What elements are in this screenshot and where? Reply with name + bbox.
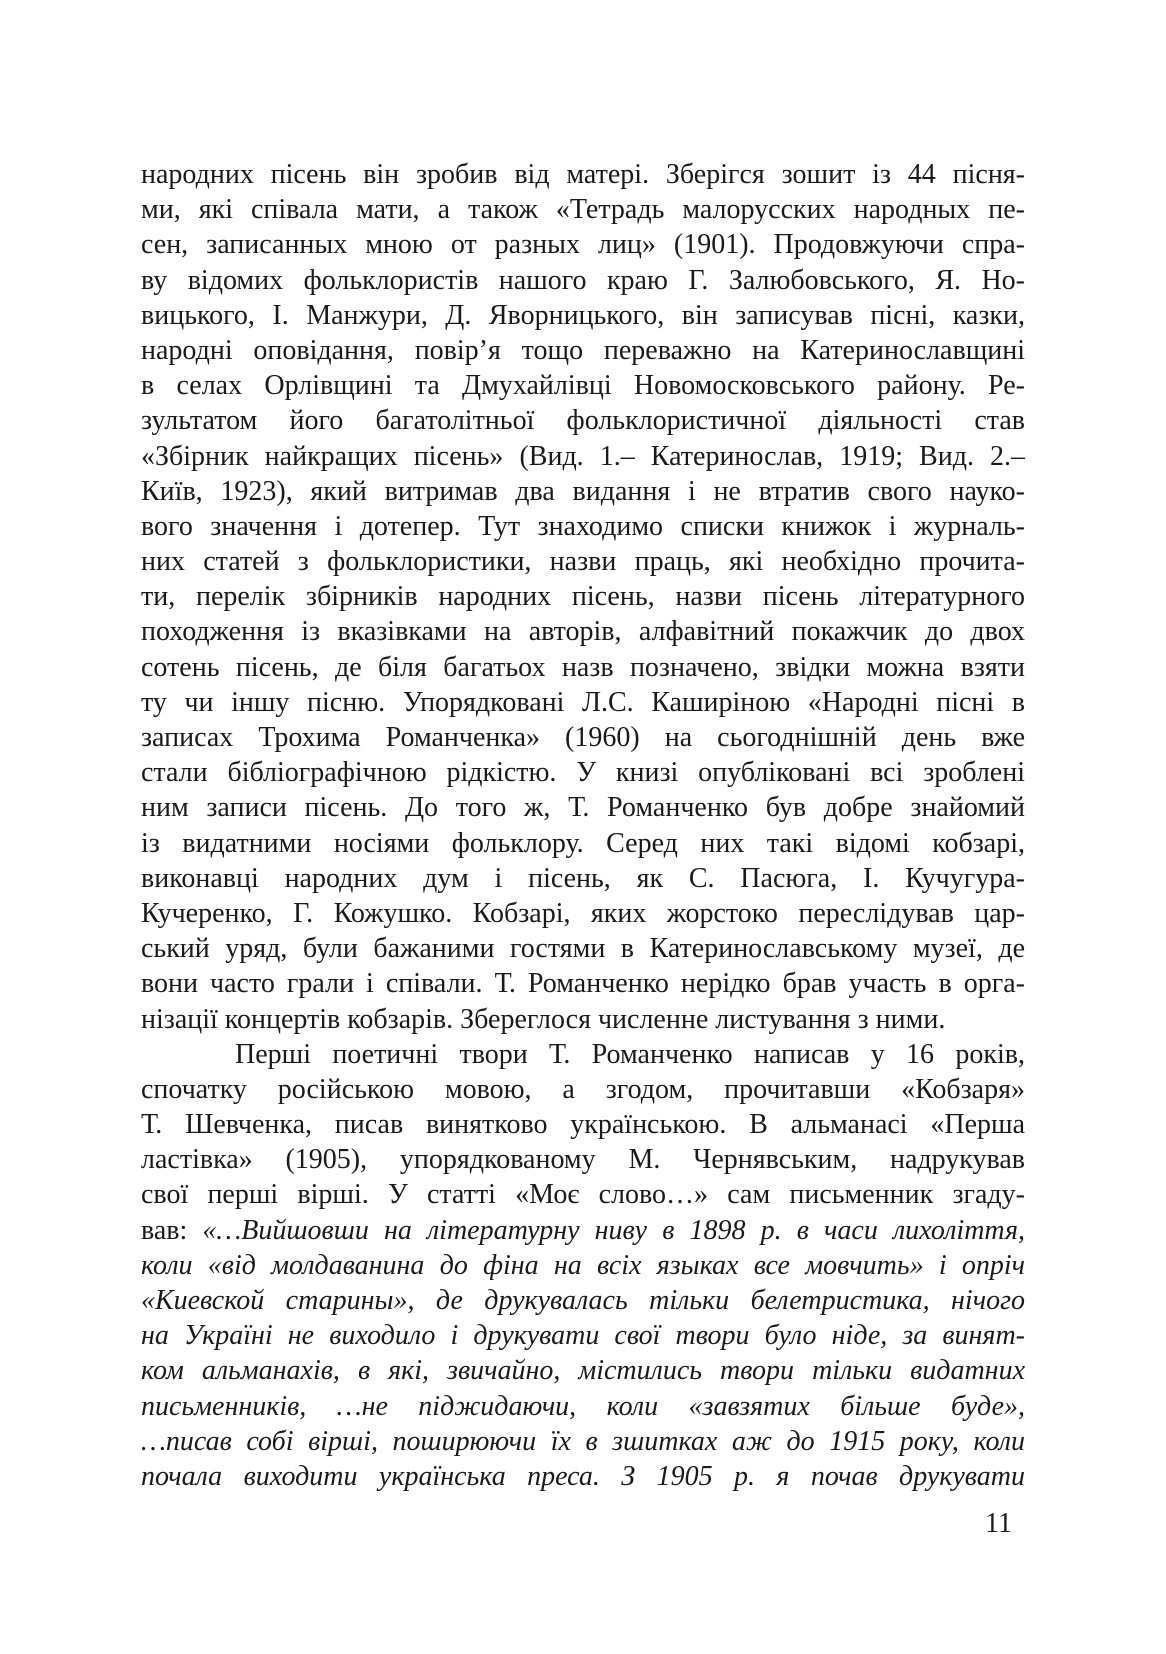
text-line: Київ, 1923), який витримав два видання і не втратив свого науко- xyxy=(141,475,1025,507)
paragraph-2 xyxy=(141,1037,1025,1494)
quote-line: на Україні не виходило і друкувати свої твори було ніде, за винят- xyxy=(141,1320,1025,1352)
text-line: ський уряд, були бажаними гостями в Катеринославському музеї, де xyxy=(141,933,1025,965)
text-line: вого значення і дотепер. Тут знаходимо списки книжок і журналь- xyxy=(141,510,1025,542)
text-line: свої перші вірші. У статті «Моє слово…» сам письменник згаду- xyxy=(141,1179,1025,1211)
paragraph-1 xyxy=(141,157,1025,1037)
text-line: народних пісень він зробив від матері. Зберігся зошит із 44 пісня- xyxy=(141,159,1025,190)
text-line: ним записи пісень. До того ж, Т. Романченко був добре знайомий xyxy=(141,792,1025,824)
page-body xyxy=(141,157,1025,1494)
page-number: 11 xyxy=(985,1508,1012,1539)
quote-line: почала виходити українська преса. З 1905 р. я почав друкувати xyxy=(141,1460,1025,1492)
text-line: сотень пісень, де біля багатьох назв позначено, звідки можна взяти xyxy=(141,651,1025,683)
text-line: Перші поетичні твори Т. Романченко написав у 16 років, xyxy=(235,1038,1025,1070)
text-line: нізації концертів кобзарів. Збереглося численне листування з ними. xyxy=(141,1003,946,1035)
text-line: вони часто грали і співали. Т. Романченко нерідко брав участь в орга- xyxy=(141,968,1025,1000)
text-line: ту чи іншу пісню. Упорядковані Л.С. Каширіною «Народні пісні в xyxy=(141,686,1025,718)
text-line: зультатом його багатолітньої фольклористичної діяльності став xyxy=(141,405,1025,437)
text-line: записах Трохима Романченка» (1960) на сьогоднішній день вже xyxy=(141,722,1025,753)
text-line: походження із вказівками на авторів, алфавітний покажчик до двох xyxy=(141,616,1025,648)
regular-text: вав: xyxy=(141,1214,203,1246)
text-line: ву відомих фольклористів нашого краю Г. Залюбовського, Я. Но- xyxy=(141,264,1025,296)
quote-line: ком альманахів, в які, звичайно, містились твори тільки видатних xyxy=(141,1355,1025,1387)
text-line: із видатними носіями фольклору. Серед них такі відомі кобзарі, xyxy=(141,827,1025,859)
quote-line: «Киевской старины», де друкувалась тільки белетристика, нічого xyxy=(141,1285,1025,1316)
text-line: «Збірник найкращих пісень» (Вид. 1.– Катеринослав, 1919; Вид. 2.– xyxy=(141,440,1025,472)
text-line: ти, перелік збірників народних пісень, назви пісень літературного xyxy=(141,581,1025,613)
quote-line: письменників, …не пiджидаючи, коли «завзятих більше буде», xyxy=(141,1390,1025,1422)
text-line: Т. Шевченка, писав винятково українською. В альманасі «Перша xyxy=(141,1109,1025,1141)
text-line: народні оповідання, повір’я тощо переважно на Катеринославщині xyxy=(141,334,1025,366)
text-line: них статей з фольклористики, назви праць, які необхідно прочита- xyxy=(141,546,1025,578)
text-line: стали бібліографічною рідкістю. У книзі опубліковані всі зроблені xyxy=(141,757,1025,789)
text-line: сен, записанных мною от разных лиц» (1901). Продовжуючи спра- xyxy=(141,229,1025,261)
text-line: виконавці народних дум і пісень, як С. Пасюга, І. Кучугура- xyxy=(141,862,1025,894)
text-line: вицького, І. Манжури, Д. Яворницького, він записував пісні, казки, xyxy=(141,299,1025,331)
text-line: ми, які співала мати, а також «Тетрадь малорусских народных пе- xyxy=(141,194,1025,226)
quote-text: «…Вийшовши на літературну ниву в 1898 р. в часи лихоліття, xyxy=(202,1214,1025,1246)
text-line: Кучеренко, Г. Кожушко. Кобзарі, яких жорстоко переслідував цар- xyxy=(141,897,1025,929)
text-line: ластівка» (1905), упорядкованому М. Чернявським, надрукував xyxy=(141,1144,1025,1176)
text-line-mixed xyxy=(141,1213,1025,1248)
text-line: в селах Орлівщині та Дмухайлівці Новомосковського району. Ре- xyxy=(141,370,1025,402)
quote-line: коли «від молдаванина до фіна на всіх языках все мовчить» і опріч xyxy=(141,1249,1025,1281)
quote-line: …писав собі вірші, поширюючи їх в зшитках аж до 1915 року, коли xyxy=(141,1425,1025,1457)
text-line: спочатку російською мовою, а згодом, прочитавши «Кобзаря» xyxy=(141,1073,1025,1105)
